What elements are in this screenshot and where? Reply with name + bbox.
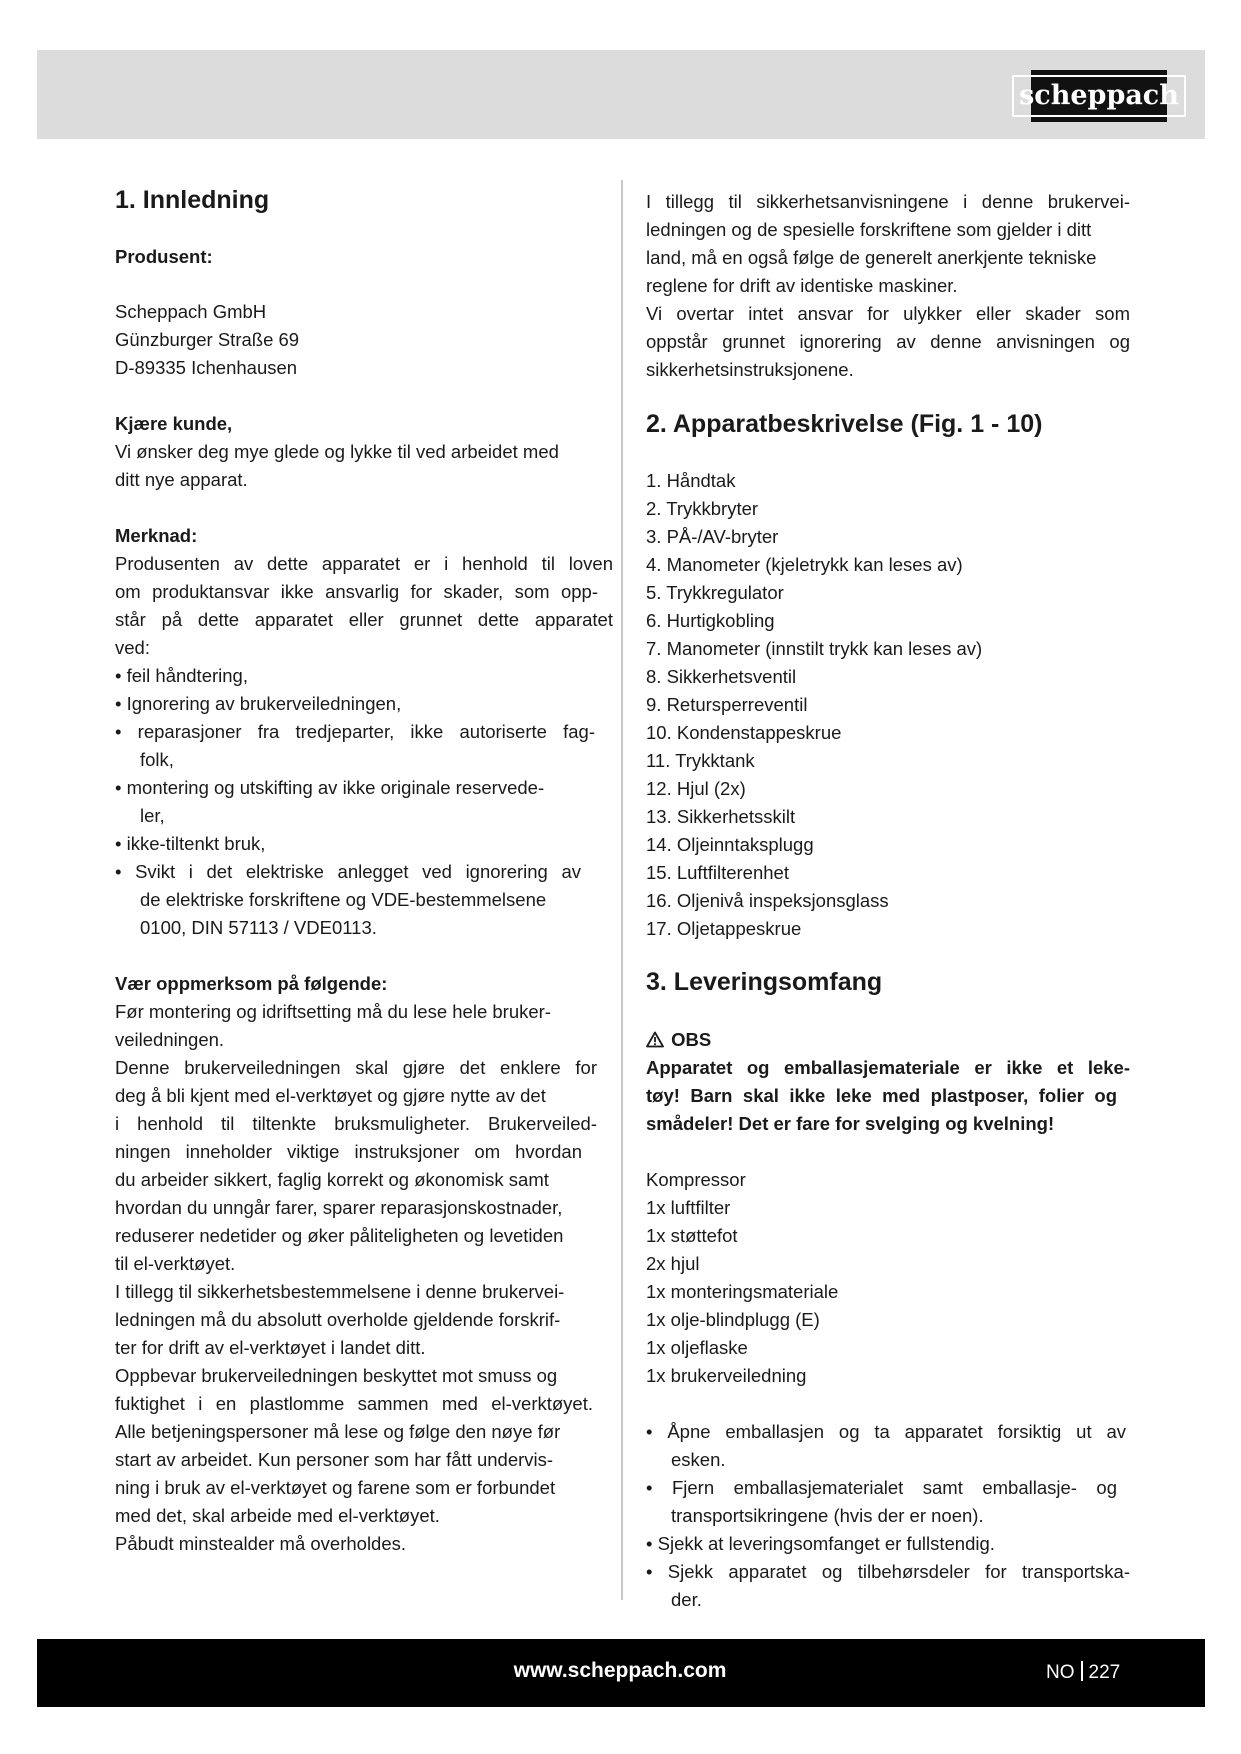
paragraph-line: I tillegg til sikkerhetsanvisningene i denne brukervei- bbox=[646, 191, 1130, 212]
producer-label: Produsent: bbox=[115, 246, 213, 267]
step-item: • Åpne emballasjen og ta apparatet forsiktig ut av bbox=[646, 1421, 1126, 1442]
paragraph-line: land, må en også følge de generelt anerkjente tekniske bbox=[646, 247, 1097, 268]
list-item: • reparasjoner fra tredjeparter, ikke autoriserte fag- bbox=[115, 721, 595, 742]
parts-list-item: 13. Sikkerhetsskilt bbox=[646, 806, 796, 827]
paragraph-line: med det, skal arbeide med el-verktøyet. bbox=[115, 1505, 440, 1526]
parts-list-item: 12. Hjul (2x) bbox=[646, 778, 746, 799]
parts-list-item: 11. Trykktank bbox=[646, 750, 755, 771]
scope-item: 1x luftfilter bbox=[646, 1197, 731, 1218]
warning-triangle-icon bbox=[646, 1029, 666, 1051]
dear-customer-label: Kjære kunde, bbox=[115, 413, 233, 434]
address-line: Günzburger Straße 69 bbox=[115, 329, 300, 350]
parts-list-item: 17. Oljetappeskrue bbox=[646, 918, 802, 939]
footer-website-link[interactable]: www.scheppach.com bbox=[513, 1659, 727, 1682]
page-separator bbox=[1081, 1661, 1083, 1681]
list-item: • Svikt i det elektriske anlegget ved ignorering av bbox=[115, 861, 581, 882]
step-item: • Sjekk apparatet og tilbehørsdeler for transportska- bbox=[646, 1561, 1130, 1582]
parts-list-item: 10. Kondenstappeskrue bbox=[646, 722, 842, 743]
paragraph-line: ning i bruk av el-verktøyet og farene som er forbundet bbox=[115, 1477, 556, 1498]
brand-logo-text: scheppach bbox=[1012, 75, 1186, 117]
obs-label-text: OBS bbox=[671, 1029, 712, 1050]
scope-item: 1x olje-blindplugg (E) bbox=[646, 1309, 820, 1330]
brand-logo bbox=[1019, 70, 1179, 122]
scope-item: 2x hjul bbox=[646, 1253, 700, 1274]
attention-label: Vær oppmerksom på følgende: bbox=[115, 973, 388, 994]
note-label: Merknad: bbox=[115, 525, 198, 546]
paragraph-line: ningen inneholder viktige instruksjoner om hvordan bbox=[115, 1141, 582, 1162]
paragraph-line: oppstår grunnet ignorering av denne anvisningen og bbox=[646, 331, 1130, 352]
parts-list-item: 6. Hurtigkobling bbox=[646, 610, 775, 631]
parts-list-item: 5. Trykkregulator bbox=[646, 582, 784, 603]
paragraph-line: start av arbeidet. Kun personer som har fått undervis- bbox=[115, 1449, 554, 1470]
warning-line: tøy! Barn skal ikke leke med plastposer, folier og bbox=[646, 1085, 1117, 1106]
scope-item: 1x monteringsmateriale bbox=[646, 1281, 839, 1302]
section-heading-description: 2. Apparatbeskrivelse (Fig. 1 - 10) bbox=[646, 410, 1043, 438]
page-number bbox=[1046, 1660, 1120, 1686]
step-item: • Sjekk at leveringsomfanget er fullstendig. bbox=[646, 1533, 995, 1554]
column-divider bbox=[621, 180, 623, 1600]
paragraph-line: veiledningen. bbox=[115, 1029, 225, 1050]
obs-warning-label bbox=[646, 1029, 711, 1051]
parts-list-item: 15. Luftfilterenhet bbox=[646, 862, 789, 883]
parts-list-item: 2. Trykkbryter bbox=[646, 498, 759, 519]
paragraph-line: ledningen må du absolutt overholde gjeldende forskrif- bbox=[115, 1309, 561, 1330]
scope-item: 1x brukerveiledning bbox=[646, 1365, 807, 1386]
paragraph-line: fuktighet i en plastlomme sammen med el-verktøyet. bbox=[115, 1393, 593, 1414]
paragraph-line: ved: bbox=[115, 637, 150, 658]
paragraph-line: sikkerhetsinstruksjonene. bbox=[646, 359, 854, 380]
list-item: • Ignorering av brukerveiledningen, bbox=[115, 693, 402, 714]
step-item-continued: der. bbox=[671, 1589, 702, 1610]
paragraph-line: Før montering og idriftsetting må du lese hele bruker- bbox=[115, 1001, 551, 1022]
warning-line: Apparatet og emballasjemateriale er ikke et leke- bbox=[646, 1057, 1130, 1078]
list-item-continued: de elektriske forskriftene og VDE-bestemmelsene bbox=[140, 889, 547, 910]
parts-list-item: 8. Sikkerhetsventil bbox=[646, 666, 797, 687]
paragraph-line: til el-verktøyet. bbox=[115, 1253, 236, 1274]
parts-list-item: 7. Manometer (innstilt trykk kan leses av) bbox=[646, 638, 983, 659]
list-item-continued: ler, bbox=[140, 805, 165, 826]
section-heading-introduction: 1. Innledning bbox=[115, 186, 270, 214]
list-item: • ikke-tiltenkt bruk, bbox=[115, 833, 266, 854]
list-item-continued: folk, bbox=[140, 749, 174, 770]
parts-list-item: 14. Oljeinntaksplugg bbox=[646, 834, 814, 855]
scope-item: Kompressor bbox=[646, 1169, 746, 1190]
paragraph-line: I tillegg til sikkerhetsbestemmelsene i denne brukervei- bbox=[115, 1281, 565, 1302]
paragraph-line: deg å bli kjent med el-verktøyet og gjøre nytte av det bbox=[115, 1085, 546, 1106]
paragraph-line: reduserer nedetider og øker påliteligheten og levetiden bbox=[115, 1225, 564, 1246]
address-line: Scheppach GmbH bbox=[115, 301, 267, 322]
step-item-continued: transportsikringene (hvis der er noen). bbox=[671, 1505, 984, 1526]
paragraph-line: reglene for drift av identiske maskiner. bbox=[646, 275, 958, 296]
paragraph-line: Denne brukerveiledningen skal gjøre det enklere for bbox=[115, 1057, 597, 1078]
parts-list-item: 16. Oljenivå inspeksjonsglass bbox=[646, 890, 889, 911]
scope-item: 1x støttefot bbox=[646, 1225, 738, 1246]
warning-line: smådeler! Det er fare for svelging og kvelning! bbox=[646, 1113, 1055, 1134]
paragraph-line: Vi overtar intet ansvar for ulykker eller skader som bbox=[646, 303, 1130, 324]
paragraph-line: ditt nye apparat. bbox=[115, 469, 248, 490]
scope-item: 1x oljeflaske bbox=[646, 1337, 748, 1358]
parts-list-item: 1. Håndtak bbox=[646, 470, 736, 491]
paragraph-line: Påbudt minstealder må overholdes. bbox=[115, 1533, 407, 1554]
paragraph-line: Vi ønsker deg mye glede og lykke til ved arbeidet med bbox=[115, 441, 559, 462]
paragraph-line: hvordan du unngår farer, sparer reparasjonskostnader, bbox=[115, 1197, 563, 1218]
address-line: D-89335 Ichenhausen bbox=[115, 357, 298, 378]
list-item-continued: 0100, DIN 57113 / VDE0113. bbox=[140, 917, 377, 938]
paragraph-line: ledningen og de spesielle forskriftene som gjelder i ditt bbox=[646, 219, 1092, 240]
paragraph-line: i henhold til tiltenkte bruksmuligheter. Brukerveiled- bbox=[115, 1113, 597, 1134]
language-code: NO bbox=[1046, 1662, 1075, 1683]
paragraph-line: Produsenten av dette apparatet er i henhold til loven bbox=[115, 553, 613, 574]
paragraph-line: du arbeider sikkert, faglig korrekt og økonomisk samt bbox=[115, 1169, 549, 1190]
paragraph-line: står på dette apparatet eller grunnet dette apparatet bbox=[115, 609, 613, 630]
parts-list-item: 9. Retursperreventil bbox=[646, 694, 808, 715]
paragraph-line: Oppbevar brukerveiledningen beskyttet mot smuss og bbox=[115, 1365, 558, 1386]
parts-list-item: 4. Manometer (kjeletrykk kan leses av) bbox=[646, 554, 963, 575]
step-item-continued: esken. bbox=[671, 1449, 726, 1470]
parts-list-item: 3. PÅ-/AV-bryter bbox=[646, 526, 779, 547]
paragraph-line: om produktansvar ikke ansvarlig for skader, som opp- bbox=[115, 581, 598, 602]
list-item: • montering og utskifting av ikke originale reservede- bbox=[115, 777, 545, 798]
page-number-value: 227 bbox=[1088, 1662, 1121, 1683]
section-heading-delivery-scope: 3. Leveringsomfang bbox=[646, 968, 883, 996]
paragraph-line: ter for drift av el-verktøyet i landet ditt. bbox=[115, 1337, 426, 1358]
step-item: • Fjern emballasjematerialet samt emballasje- og bbox=[646, 1477, 1117, 1498]
list-item: • feil håndtering, bbox=[115, 665, 248, 686]
paragraph-line: Alle betjeningspersoner må lese og følge den nøye før bbox=[115, 1421, 561, 1442]
